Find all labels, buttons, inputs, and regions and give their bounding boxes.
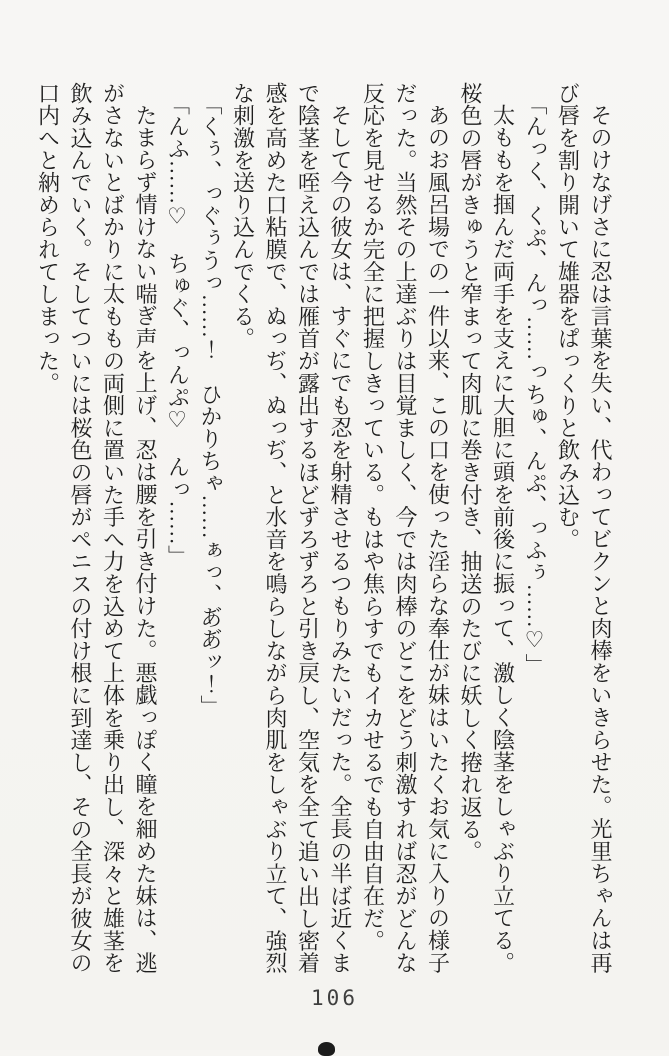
text-line: 太ももを掴んだ両手を支えに大胆に頭を前後に振って、激しく陰茎をしゃぶり立てる。 bbox=[490, 104, 516, 974]
text-line: たまらず情けない喘ぎ声を上げ、忍は腰を引き付けた。悪戯っぽく瞳を細めた妹は、逃 bbox=[133, 104, 158, 974]
text-line: び唇を割り開いて雄器をぱっくりと飲み込む。 bbox=[555, 82, 581, 551]
ink-stain bbox=[318, 1042, 335, 1056]
text-line: 「んっく、くぷ、んっ……っちゅ、んぷ、っふぅ……♡」 bbox=[523, 93, 548, 676]
text-line: がさないとばかりに太ももの両側に置いた手へ力を込めて上体を乗り出し、深々と雄茎を bbox=[100, 82, 126, 974]
text-line: そのけなげさに忍は言葉を失い、代わってビクンと肉棒をいきらせた。光里ちゃんは再 bbox=[588, 104, 613, 974]
text-line: 「んふ……♡ ちゅぐ、っんぷ♡ んっ……」 bbox=[165, 93, 191, 568]
text-line: 飲み込んでいく。そしてついには桜色の唇がペニスの付け根に到達し、その全長が彼女の bbox=[68, 82, 93, 974]
text-line: そして今の彼女は、すぐにでも忍を射精させるつもりみたいだった。全長の半ば近くま bbox=[328, 104, 353, 974]
text-line: 「くぅ、っぐぅうっ……！ ひかりちゃ……ぁっ、あ゙あ゙ッ！」 bbox=[198, 93, 223, 718]
text-line: な刺激を送り込んでくる。 bbox=[230, 82, 256, 350]
text-line: で陰茎を咥え込んでは雁首が露出するほどずろずろと引き戻し、空気を全て追い出し密着 bbox=[295, 82, 321, 974]
text-line: あのお風呂場での一件以来、この口を使った淫らな奉仕が妹はいたくお気に入りの様子 bbox=[425, 104, 451, 974]
text-line: 口内へと納められてしまった。 bbox=[35, 82, 61, 395]
text-line: 反応を見せるか完全に把握しきっている。もはや焦らすでもイカせるでも自由自在だ。 bbox=[360, 82, 386, 952]
page-text bbox=[30, 82, 616, 978]
page-number: 106 bbox=[311, 986, 358, 1010]
text-line: 感を高めた口粘膜で、ぬっぢ、ぬっぢ、と水音を鳴らしながら肉肌をしゃぶり立て、強烈 bbox=[263, 82, 288, 974]
text-line: だった。当然その上達ぶりは目覚ましく、今では肉棒のどこをどう刺激すれば忍がどんな bbox=[393, 82, 418, 974]
text-line: 桜色の唇がきゅうと窄まって肉肌に巻き付き、抽送のたびに妖しく捲れ返る。 bbox=[458, 82, 483, 863]
